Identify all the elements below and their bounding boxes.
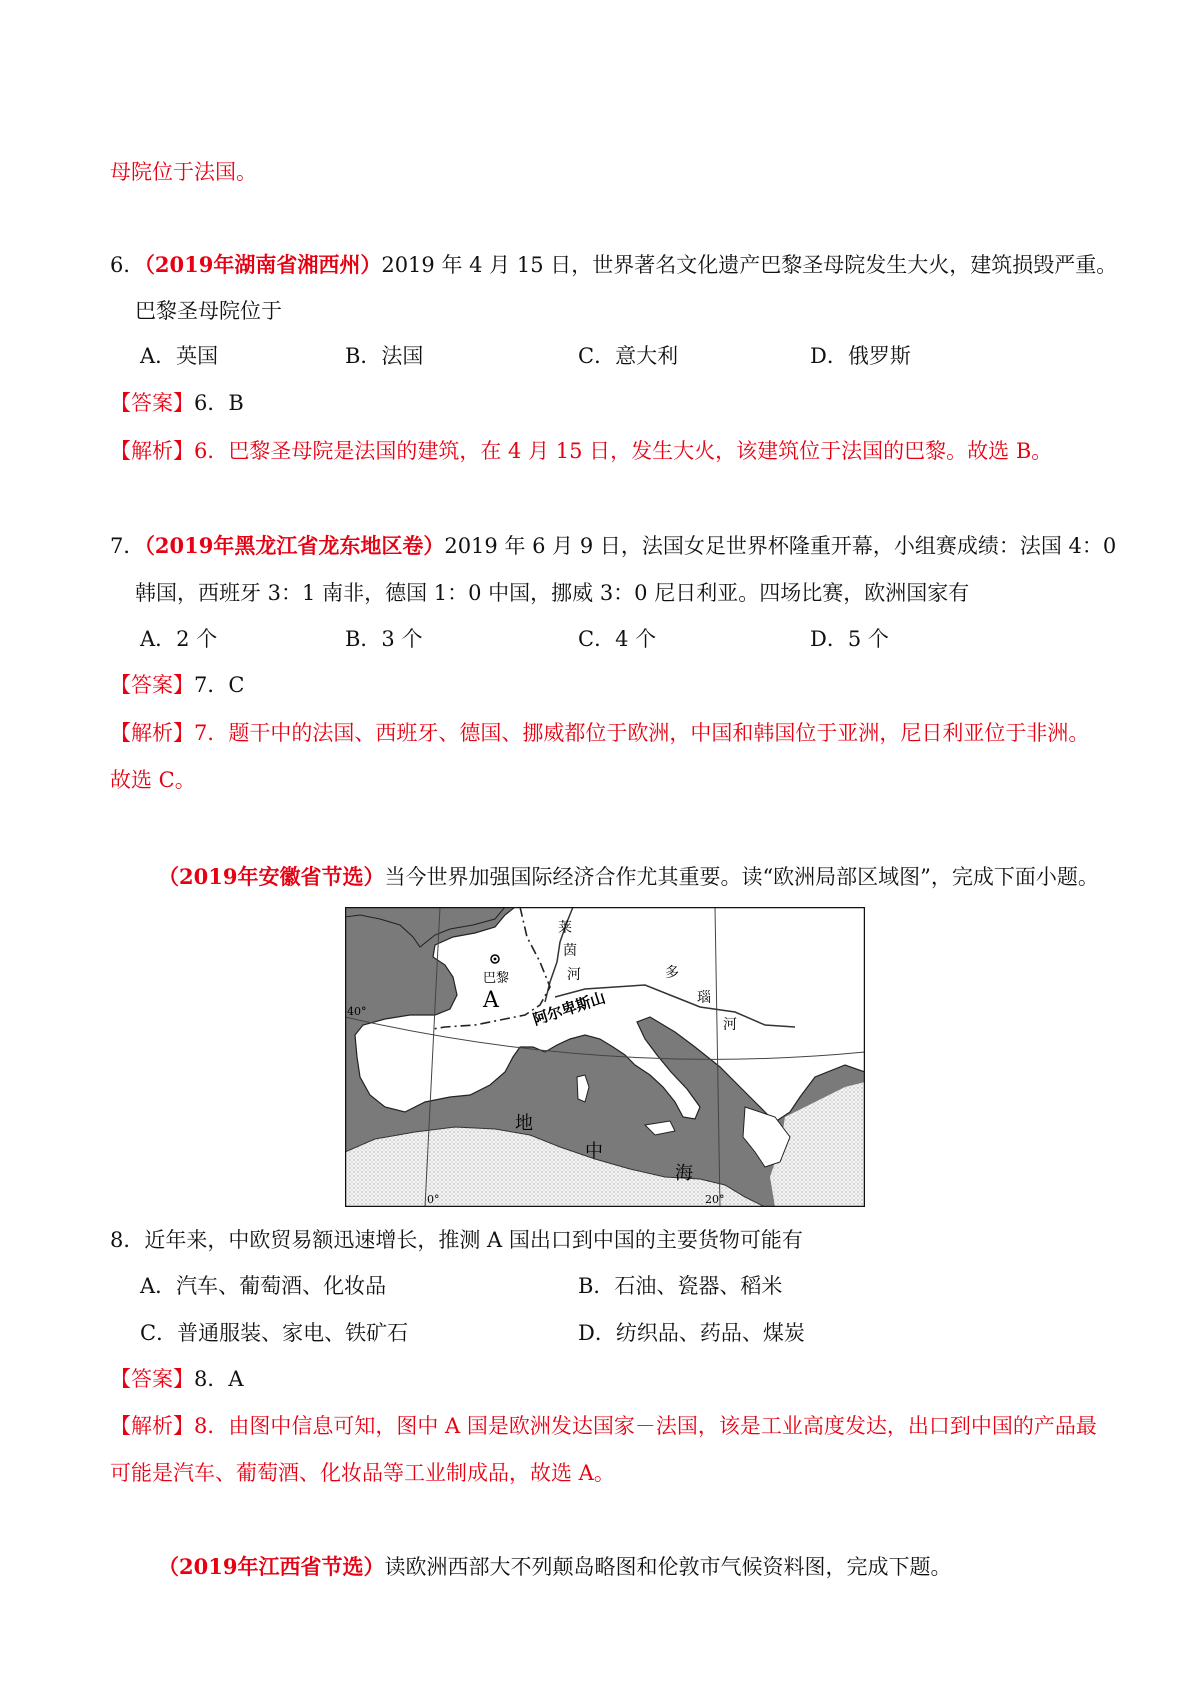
med-char-2: 中 xyxy=(585,1141,603,1162)
q6-answer-tag: 【答案】 xyxy=(110,391,194,415)
lat-40-label: 40° xyxy=(347,1005,367,1018)
group8-intro-text: 当今世界加强国际经济合作尤其重要。读“欧洲局部区域图”，完成下面小题。 xyxy=(384,865,1099,889)
group8-intro xyxy=(158,862,1099,892)
q6-analysis-text: 6．巴黎圣母院是法国的建筑，在 4 月 15 日，发生大火，该建筑位于法国的巴黎。故选 B。 xyxy=(194,439,1053,463)
q7-answer xyxy=(110,670,244,700)
group9-intro xyxy=(158,1552,951,1582)
danube-char-2: 瑙 xyxy=(697,990,711,1006)
lon-20-label: 20° xyxy=(705,1193,725,1206)
q6-answer-value: 6．B xyxy=(194,391,244,415)
rhine-char-3: 河 xyxy=(567,967,581,983)
lon-0-label: 0° xyxy=(427,1193,440,1206)
q8-analysis-line2: 可能是汽车、葡萄酒、化妆品等工业制成品，故选 A。 xyxy=(110,1461,615,1485)
med-char-1: 地 xyxy=(515,1113,533,1134)
q8-option-c: C．普通服装、家电、铁矿石 xyxy=(140,1321,409,1345)
q7-analysis-tag: 【解析】 xyxy=(110,721,194,745)
q7-answer-tag: 【答案】 xyxy=(110,673,194,697)
q6-stem: 2019 年 4 月 15 日，世界著名文化遗产巴黎圣母院发生大火，建筑损毁严重。 xyxy=(381,253,1118,277)
q7-stem: 2019 年 6 月 9 日，法国女足世界杯隆重开幕，小组赛成绩：法国 4：0 xyxy=(444,534,1117,558)
q8-stem xyxy=(110,1225,803,1255)
q6-answer xyxy=(110,388,244,418)
rhine-char-1: 莱 xyxy=(558,920,572,936)
q7-option-b: B．3 个 xyxy=(345,627,423,651)
europe-region-map xyxy=(345,907,865,1207)
alps-label: 阿尔卑斯山 xyxy=(530,988,608,1029)
q7-analysis-text: 7．题干中的法国、西班牙、德国、挪威都位于欧洲，中国和韩国位于亚洲，尼日利亚位于非洲。 xyxy=(194,721,1090,745)
q6-option-a: A．英国 xyxy=(140,344,219,368)
q7-stem-line1 xyxy=(110,531,1116,561)
q8-number: 8． xyxy=(110,1228,145,1252)
q7-source: （2019年黑龙江省龙东地区卷） xyxy=(144,533,445,558)
med-char-3: 海 xyxy=(675,1163,693,1184)
q8-analysis-tag: 【解析】 xyxy=(110,1414,194,1438)
q8-answer xyxy=(110,1364,244,1394)
q7-option-a: A．2 个 xyxy=(140,627,218,651)
q8-option-a: A．汽车、葡萄酒、化妆品 xyxy=(140,1274,387,1298)
q7-answer-value: 7．C xyxy=(194,673,245,697)
paris-label: 巴黎 xyxy=(483,971,510,986)
q6-option-c: C．意大利 xyxy=(578,344,679,368)
paris-dot xyxy=(494,958,497,961)
q6-stem-line1 xyxy=(110,250,1117,280)
q8-option-b: B．石油、瓷器、稻米 xyxy=(578,1274,783,1298)
q8-analysis-text: 8．由图中信息可知，图中 A 国是欧洲发达国家－法国，该是工业高度发达，出口到中国的产品最 xyxy=(194,1414,1097,1438)
group9-source: （2019年江西省节选） xyxy=(158,1554,385,1579)
q6-analysis xyxy=(110,436,1052,466)
top-fragment: 母院位于法国。 xyxy=(110,160,257,184)
danube-char-1: 多 xyxy=(665,965,679,981)
q6-source: （2019年湖南省湘西州） xyxy=(144,252,382,277)
q6-number: 6． xyxy=(110,253,145,277)
q7-option-d: D．5 个 xyxy=(810,627,889,651)
group9-intro-text: 读欧洲西部大不列颠岛略图和伦敦市气候资料图，完成下题。 xyxy=(384,1555,952,1579)
danube-char-3: 河 xyxy=(723,1017,737,1033)
q8-answer-value: 8．A xyxy=(194,1367,244,1391)
q7-stem-line2: 韩国，西班牙 3：1 南非，德国 1：0 中国，挪威 3：0 尼日利亚。四场比赛，欧洲国家有 xyxy=(135,581,970,605)
q6-analysis-tag: 【解析】 xyxy=(110,439,194,463)
q6-stem-line2: 巴黎圣母院位于 xyxy=(135,299,282,323)
q7-number: 7． xyxy=(110,534,145,558)
q7-analysis-line1 xyxy=(110,718,1089,748)
q8-answer-tag: 【答案】 xyxy=(110,1367,194,1391)
q8-analysis-line1 xyxy=(110,1411,1097,1441)
q7-option-c: C．4 个 xyxy=(578,627,657,651)
country-a-label: A xyxy=(483,988,499,1013)
q6-option-d: D．俄罗斯 xyxy=(810,344,911,368)
rhine-char-2: 茵 xyxy=(563,943,577,959)
q6-option-b: B．法国 xyxy=(345,344,424,368)
q7-analysis-line2: 故选 C。 xyxy=(110,768,196,792)
q8-stem-text: 近年来，中欧贸易额迅速增长，推测 A 国出口到中国的主要货物可能有 xyxy=(144,1228,803,1252)
q8-option-d: D．纺织品、药品、煤炭 xyxy=(578,1321,805,1345)
group8-source: （2019年安徽省节选） xyxy=(158,864,385,889)
